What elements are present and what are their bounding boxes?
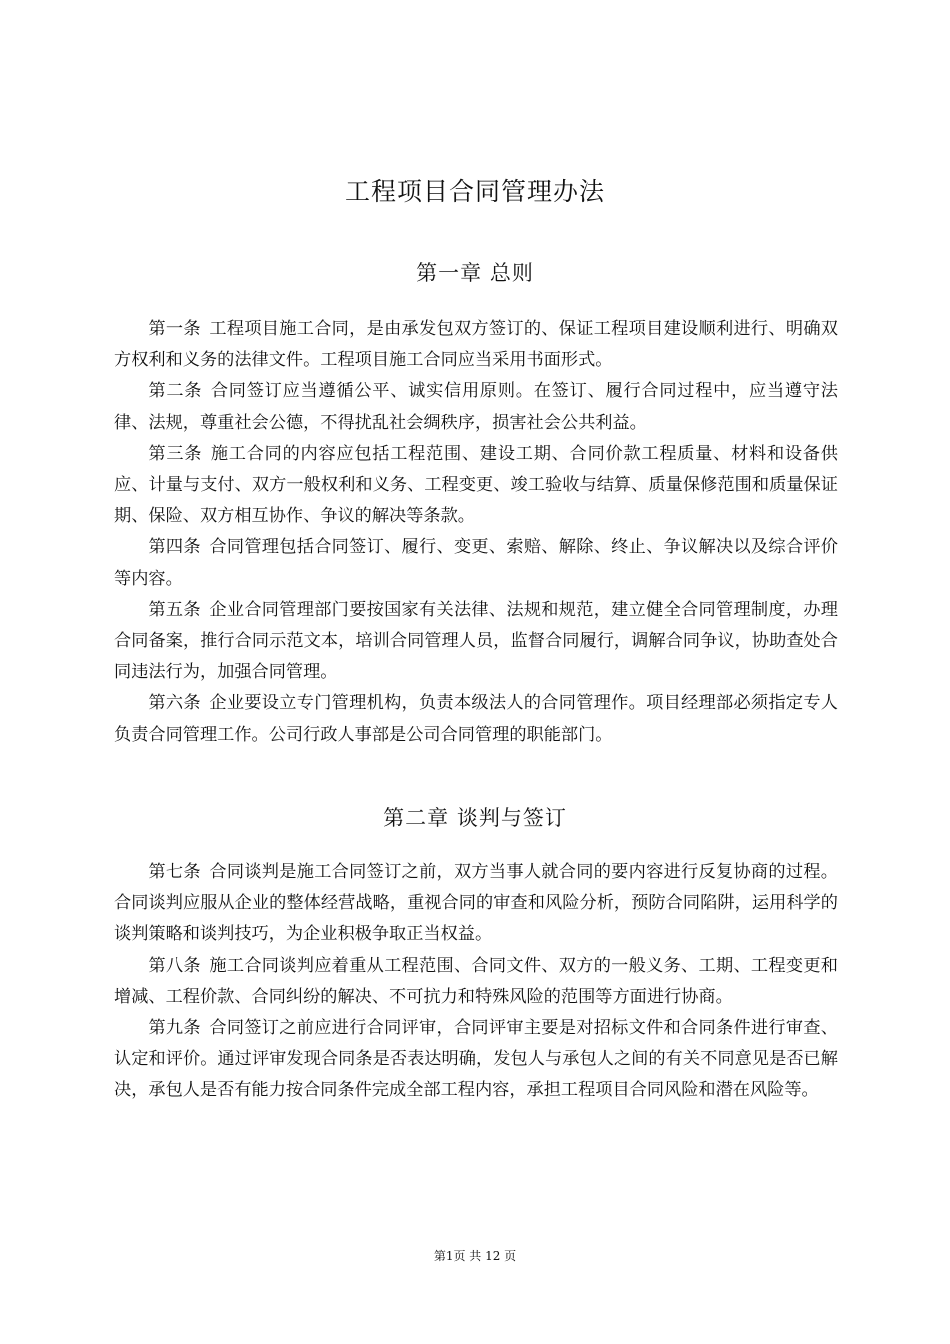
article-number: 第八条 [148, 955, 201, 976]
article-paragraph [114, 1013, 838, 1107]
document-title: 工程项目合同管理办法 [344, 177, 605, 206]
article-paragraph [114, 857, 838, 951]
article-number: 第一条 [148, 319, 201, 339]
article-paragraph [114, 951, 838, 1013]
article-text: 工程项目施工合同，是由承发包双方签订的、保证工程项目建设顺利进行、明确双方权利和义务的法律文件。工程项目施工合同应当采用书面形式。 [114, 319, 838, 371]
chapter-heading: 第一章 总则 [416, 261, 534, 285]
article-text: 施工合同的内容应包括工程范围、建设工期、合同价款工程质量、材料和设备供应、计量与支付、双方一般权利和义务、工程变更、竣工验收与结算、质量保修范围和质量保证期、保险、双方相互协作、争议的解决等条款。 [114, 443, 838, 527]
article-paragraph [114, 532, 838, 594]
article-paragraph [114, 595, 838, 689]
article-number: 第九条 [148, 1018, 201, 1039]
article-text: 合同签订之前应进行合同评审，合同评审主要是对招标文件和合同条件进行审查、认定和评价。通过评审发现合同条是否表达明确，发包人与承包人之间的有关不同意见是否已解决，承包人是否有能力按合同条件完成全部工程内容，承担工程项目合同风险和潜在风险等。 [114, 1018, 838, 1101]
chapter-2-articles [114, 857, 838, 1107]
article-number: 第六条 [148, 693, 201, 714]
article-paragraph [114, 439, 838, 533]
article-text: 合同管理包括合同签订、履行、变更、索赔、解除、终止、争议解决以及综合评价等内容。 [114, 537, 838, 589]
article-number: 第五条 [148, 599, 201, 620]
article-text: 合同签订应当遵循公平、诚实信用原则。在签订、履行合同过程中，应当遵守法律、法规，尊重社会公德，不得扰乱社会绸秩序，损害社会公共利益。 [114, 381, 838, 433]
article-number: 第四条 [148, 537, 201, 558]
article-paragraph [114, 688, 838, 750]
article-number: 第七条 [148, 862, 201, 882]
page-footer: 第1页 共 12 页 [433, 1249, 517, 1263]
article-text: 合同谈判是施工合同签订之前，双方当事人就合同的要内容进行反复协商的过程。合同谈判应服从企业的整体经营战略，重视合同的审查和风险分析，预防合同陷阱，运用科学的谈判策略和谈判技巧，为企业积极争取正当权益。 [114, 862, 838, 945]
chapter-1-articles [114, 314, 838, 751]
article-paragraph [114, 314, 838, 376]
article-text: 施工合同谈判应着重从工程范围、合同文件、双方的一般义务、工期、工程变更和增减、工程价款、合同纠纷的解决、不可抗力和特殊风险的范围等方面进行协商。 [114, 955, 838, 1007]
article-text: 企业要设立专门管理机构，负责本级法人的合同管理作。项目经理部必须指定专人负责合同管理工作。公司行政人事部是公司合同管理的职能部门。 [114, 693, 838, 745]
chapter-heading: 第二章 谈判与签订 [383, 806, 567, 830]
article-paragraph [114, 376, 838, 438]
article-text: 企业合同管理部门要按国家有关法律、法规和规范，建立健全合同管理制度，办理合同备案，推行合同示范文本，培训合同管理人员，监督合同履行，调解合同争议，协助查处合同违法行为，加强合同管理。 [114, 599, 838, 683]
article-number: 第二条 [148, 381, 203, 402]
article-number: 第三条 [148, 443, 203, 464]
